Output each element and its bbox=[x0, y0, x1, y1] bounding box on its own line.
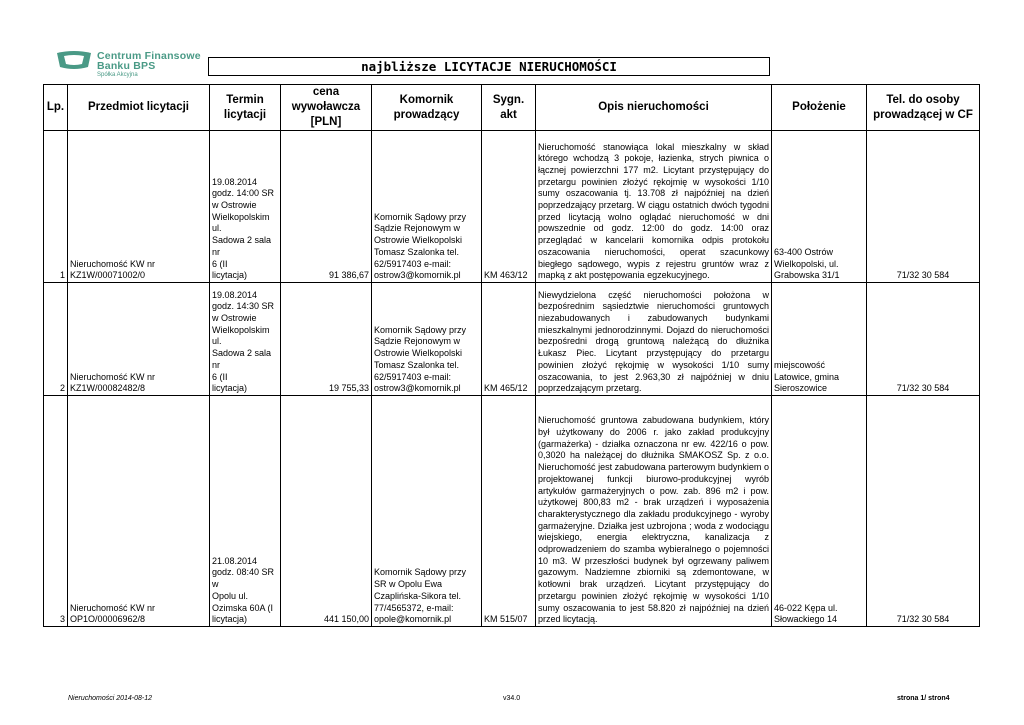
header-tel: Tel. do osoby prowadzącej w CF bbox=[867, 85, 980, 131]
cell-opis: Nieruchomość stanowiąca lokal mieszkalny w skład którego wchodzą 3 pokoje, łazienka, strych piwnica o łącznej powierzchni 177 m2. Licytant przystępujący do przetargu powinien złożyć rękojmię w wysokości 1/10 sumy oszacowania tj. 13.708 zł najpóźniej na dzień poprzedzający przetarg. W ciągu ostatnich dwóch tygodni przed licytacją wolno oglądać nieruchomość w dni powszednie od godz. 12:00 do godz. 14:00 oraz przeglądać w kancelarii komornika odpis protokołu oszacowania nieruchomości, operat szacunkowy biegłego sądowego, wypis z rejestru gruntów wraz z mapką z akt postępowania egzekucyjnego. bbox=[536, 131, 772, 283]
cell-polozenie: miejscowość Latowice, gmina Sieroszowice bbox=[772, 283, 867, 396]
header-polozenie: Położenie bbox=[772, 85, 867, 131]
cell-lp: 3 bbox=[44, 396, 68, 627]
header-komornik: Komornik prowadzący bbox=[372, 85, 482, 131]
cell-polozenie: 63-400 Ostrów Wielkopolski, ul. Grabowska 31/1 bbox=[772, 131, 867, 283]
cell-lp: 2 bbox=[44, 283, 68, 396]
header-lp: Lp. bbox=[44, 85, 68, 131]
cell-termin: 21.08.2014 godz. 08:40 SR w Opolu ul. Ozimska 60A (I licytacja) bbox=[210, 396, 281, 627]
cell-lp: 1 bbox=[44, 131, 68, 283]
cell-przedmiot: Nieruchomość KW nr KZ1W/00082482/8 bbox=[68, 283, 210, 396]
footer-page-number: strona 1/ stron4 bbox=[897, 695, 950, 702]
header-termin: Termin licytacji bbox=[210, 85, 281, 131]
cell-termin: 19.08.2014 godz. 14:30 SR w Ostrowie Wielkopolskim ul. Sadowa 2 sala nr 6 (II licytacja) bbox=[210, 283, 281, 396]
cell-komornik: Komornik Sądowy przy Sądzie Rejonowym w Ostrowie Wielkopolski Tomasz Szalonka tel. 62/5917403 e-mail: ostrow3@komornik.pl bbox=[372, 283, 482, 396]
cell-cena: 91 386,67 bbox=[281, 131, 372, 283]
cell-przedmiot: Nieruchomość KW nr OP1O/00006962/8 bbox=[68, 396, 210, 627]
table-row bbox=[44, 131, 980, 283]
cell-cena: 19 755,33 bbox=[281, 283, 372, 396]
table-row bbox=[44, 396, 980, 627]
page-title: najbliższe LICYTACJE NIERUCHOMOŚCI bbox=[208, 57, 770, 76]
cell-opis: Nieruchomość gruntowa zabudowana budynkiem, który był użytkowany do 2006 r. jako zakład produkcyjny (garmażerka) - działka oznaczona nr ew. 422/16 o pow. 0,3020 ha należącej do dłużnika SMAKOSZ Sp. z o.o. Nieruchomość jest zabudowana parterowym budynkiem o projektowanej funkcji biurowo-produkcyjnej wyrób artykułów garmażeryjnych o pow. zab. 896 m2 i pow. użytkowej 800,83 m2 - brak urządzeń i wyposażenia charakterystycznego dla zakładu produkcyjnego - wyroby garmażeryjne. Działka jest uzbrojona ; woda z wodociągu wiejskiego, energia elektryczna, kanalizacja z odprowadzeniem do szamba wybieralnego o pojemności 10 m3. W przeszłości budynek był ogrzewany paliwem gazowym. Nadziemne zbiorniki są zdemontowane, w kotłowni brak urządzeń. Licytant przystępujący do przetargu powinien złożyć rękojmię w wysokości 1/10 sumy oszacowania to jest 58.820 zł najpóźniej na dzień przed licytacją. bbox=[536, 396, 772, 627]
cell-polozenie: 46-022 Kępa ul. Słowackiego 14 bbox=[772, 396, 867, 627]
brand-line1: Centrum Finansowe bbox=[97, 50, 201, 62]
cell-opis: Niewydzielona część nieruchomości położona w bezpośrednim sąsiedztwie nieruchomości gruntowych niezabudowanych i zabudowanych budynkami mieszkalnymi jednorodzinnymi. Dojazd do nieruchomości bezpośredni drogą gruntową należącą do dłużnika Łukasz Piec. Licytant przystępujący do przetargu powinien złożyć rękojmię w wysokości 1/10 sumy oszacowania, to jest 2.963,30 zł najpóźniej w dniu poprzedzającym przetarg. bbox=[536, 283, 772, 396]
cell-cena: 441 150,00 bbox=[281, 396, 372, 627]
brand-mark-icon bbox=[55, 49, 93, 71]
table-header-row bbox=[44, 85, 980, 131]
footer-version: v34.0 bbox=[503, 695, 521, 702]
cell-termin: 19.08.2014 godz. 14:00 SR w Ostrowie Wielkopolskim ul. Sadowa 2 sala nr 6 (II licytacja) bbox=[210, 131, 281, 283]
brand-logo bbox=[55, 47, 205, 79]
footer-filename: Nieruchomości 2014-08-12 bbox=[68, 695, 153, 702]
cell-tel: 71/32 30 584 bbox=[867, 131, 980, 283]
cell-przedmiot: Nieruchomość KW nr KZ1W/00071002/0 bbox=[68, 131, 210, 283]
header-przedmiot: Przedmiot licytacji bbox=[68, 85, 210, 131]
auctions-table bbox=[43, 84, 980, 627]
cell-sygn: KM 463/12 bbox=[482, 131, 536, 283]
brand-line2: Banku BPS bbox=[97, 60, 156, 72]
cell-komornik: Komornik Sądowy przy SR w Opolu Ewa Czaplińska-Sikora tel. 77/4565372, e-mail: opole@komornik.pl bbox=[372, 396, 482, 627]
brand-line3: Spółka Akcyjna bbox=[97, 72, 138, 78]
header-opis: Opis nieruchomości bbox=[536, 85, 772, 131]
cell-sygn: KM 465/12 bbox=[482, 283, 536, 396]
cell-sygn: KM 515/07 bbox=[482, 396, 536, 627]
header-cena: cena wywoławcza [PLN] bbox=[281, 85, 372, 131]
cell-tel: 71/32 30 584 bbox=[867, 283, 980, 396]
table-row bbox=[44, 283, 980, 396]
header-sygn: Sygn. akt bbox=[482, 85, 536, 131]
cell-komornik: Komornik Sądowy przy Sądzie Rejonowym w Ostrowie Wielkopolski Tomasz Szalonka tel. 62/5917403 e-mail: ostrow3@komornik.pl bbox=[372, 131, 482, 283]
cell-tel: 71/32 30 584 bbox=[867, 396, 980, 627]
